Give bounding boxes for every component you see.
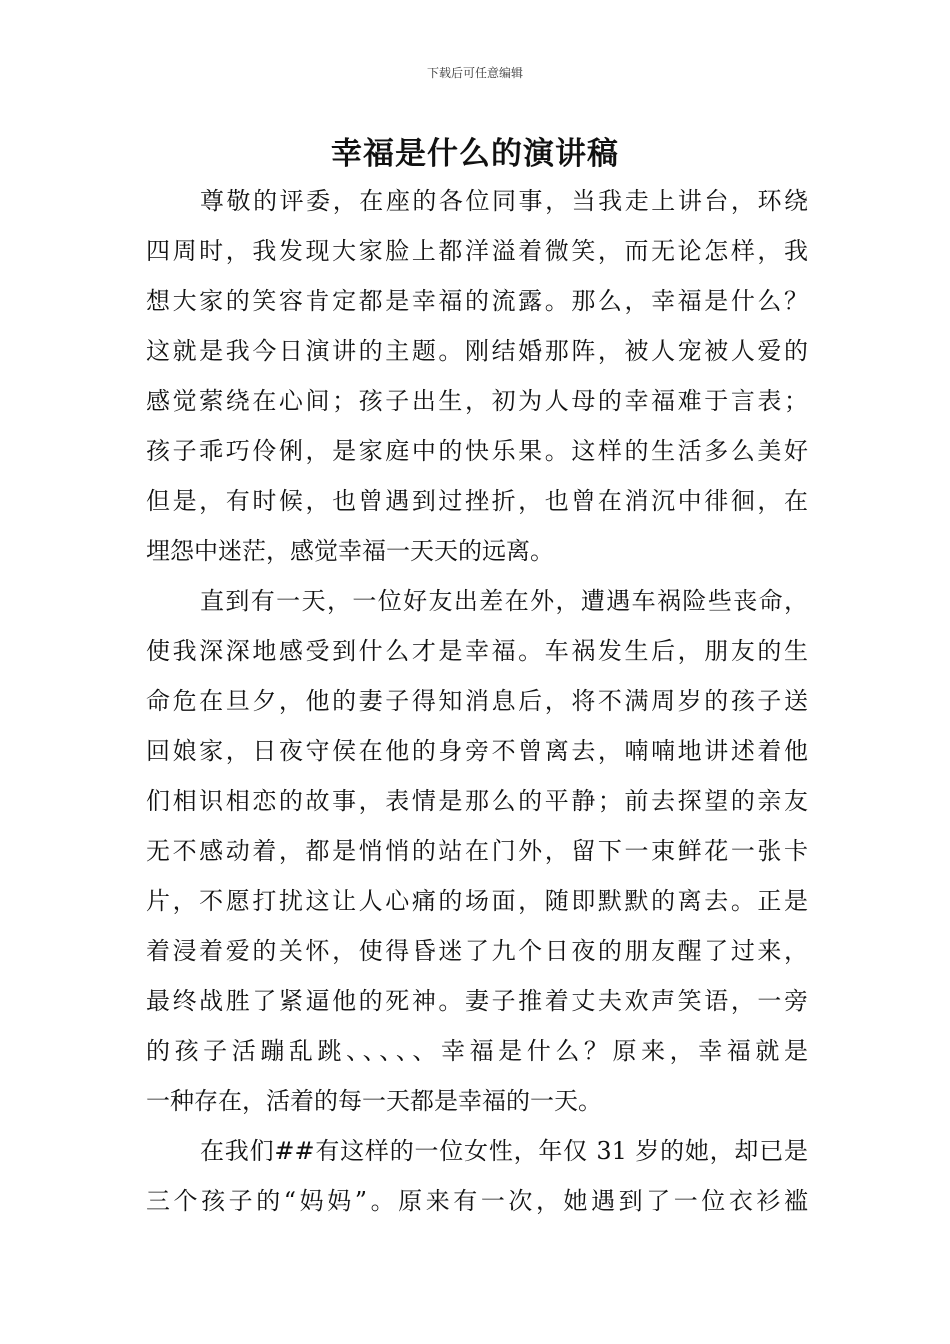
text-line: 但是，有时候，也曾遇到过挫折，也曾在消沉中徘徊，在 (146, 487, 808, 515)
text-line: 孩子乖巧伶俐，是家庭中的快乐果。这样的生活多么美好 (146, 437, 808, 465)
text-line: 回娘家，日夜守侯在他的身旁不曾离去，喃喃地讲述着他 (146, 737, 808, 765)
text-line: 命危在旦夕，他的妻子得知消息后，将不满周岁的孩子送 (146, 687, 808, 715)
text-line: 这就是我今日演讲的主题。刚结婚那阵，被人宠被人爱的 (146, 337, 808, 365)
text-line: 四周时，我发现大家脸上都洋溢着微笑，而无论怎样，我 (146, 237, 808, 265)
text-line: 无不感动着，都是悄悄的站在门外，留下一束鲜花一张卡 (146, 837, 808, 865)
header-note: 下载后可任意编辑 (426, 66, 523, 80)
text-line: 们相识相恋的故事，表情是那么的平静；前去探望的亲友 (146, 787, 808, 815)
text-line: 的孩子活蹦乱跳、、、、、幸福是什么？原来，幸福就是 (146, 1037, 808, 1065)
body-text (146, 176, 808, 1226)
text-line: 片，不愿打扰这让人心痛的场面，随即默默的离去。正是 (146, 887, 808, 915)
text-line: 最终战胜了紧逼他的死神。妻子推着丈夫欢声笑语，一旁 (146, 987, 808, 1015)
text-line: 感觉萦绕在心间；孩子出生，初为人母的幸福难于言表； (146, 387, 808, 415)
text-line: 埋怨中迷茫，感觉幸福一天天的远离。 (146, 537, 554, 565)
text-line: 想大家的笑容肯定都是幸福的流露。那么，幸福是什么？ (146, 287, 808, 315)
document-title: 幸福是什么的演讲稿 (331, 136, 619, 172)
text-line: 使我深深地感受到什么才是幸福。车祸发生后，朋友的生 (146, 637, 808, 665)
text-line: 一种存在，活着的每一天都是幸福的一天。 (146, 1087, 602, 1115)
text-line: 在我们##有这样的一位女性，年仅 31 岁的她，却已是 (200, 1137, 808, 1165)
text-line: 着浸着爱的关怀，使得昏迷了九个日夜的朋友醒了过来， (146, 937, 808, 965)
text-line: 直到有一天，一位好友出差在外，遭遇车祸险些丧命， (200, 587, 808, 615)
text-line: 三个孩子的“妈妈”。原来有一次，她遇到了一位衣衫褴 (146, 1187, 808, 1215)
text-line: 尊敬的评委，在座的各位同事，当我走上讲台，环绕 (200, 187, 808, 215)
